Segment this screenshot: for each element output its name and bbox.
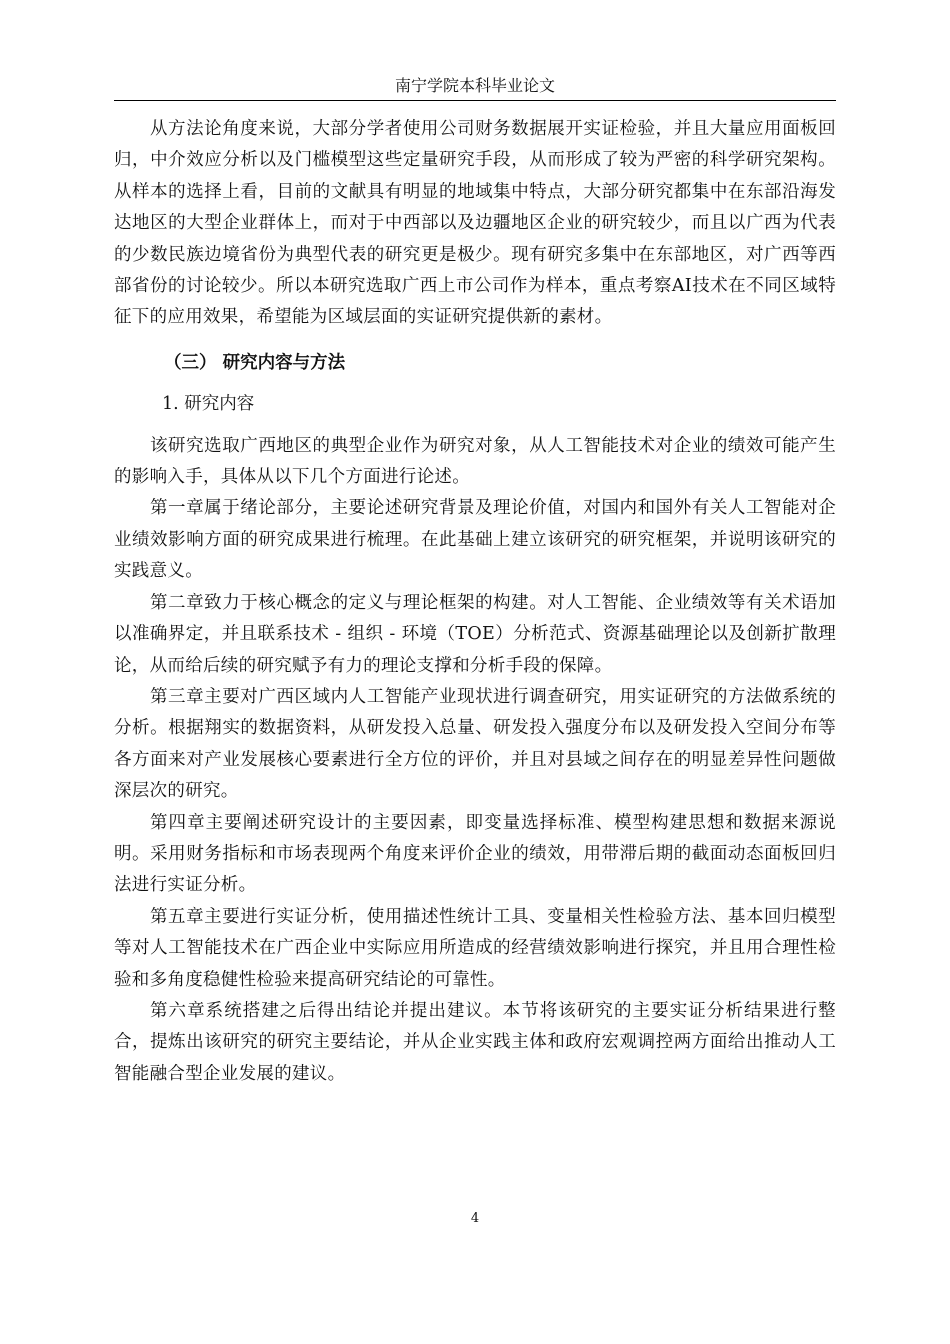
page-number: 4 [470,1211,480,1226]
paragraph-7: 第六章系统搭建之后得出结论并提出建议。本节将该研究的主要实证分析结果进行整合，提炼出该研究的研究主要结论，并从企业实践主体和政府宏观调控两方面给出推动人工智能融合型企业发展的建议。 [114,1000,836,1084]
page-header: 南宁学院本科毕业论文 [394,76,555,95]
document-body [114,114,836,1090]
paragraph-5: 第四章主要阐述研究设计的主要因素，即变量选择标准、模型构建思想和数据来源说明。采用财务指标和市场表现两个角度来评价企业的绩效，用带滞后期的截面动态面板回归法进行实证分析。 [114,812,836,896]
paragraph-2: 第一章属于绪论部分，主要论述研究背景及理论价值，对国内和国外有关人工智能对企业绩效影响方面的研究成果进行梳理。在此基础上建立该研究的研究框架，并说明该研究的实践意义。 [114,498,836,582]
paragraph-3: 第二章致力于核心概念的定义与理论框架的构建。对人工智能、企业绩效等有关术语加以准确界定，并且联系技术 - 组织 - 环境（TOE）分析范式、资源基础理论以及创新扩散理论，从而给后续的研究赋予有力的理论支撑和分析手段的保障。 [114,592,836,676]
subsection-heading: 1. 研究内容 [162,394,255,415]
paragraph-1: 该研究选取广西地区的典型企业作为研究对象，从人工智能技术对企业的绩效可能产生的影响入手，具体从以下几个方面进行论述。 [114,435,836,488]
intro-paragraph: 从方法论角度来说，大部分学者使用公司财务数据展开实证检验，并且大量应用面板回归，中介效应分析以及门槛模型这些定量研究手段，从而形成了较为严密的科学研究架构。从样本的选择上看，目前的文献具有明显的地域集中特点，大部分研究都集中在东部沿海发达地区的大型企业群体上，而对于中西部以及边疆地区企业的研究较少，而且以广西为代表的少数民族边境省份为典型代表的研究更是极少。现有研究多集中在东部地区，对广西等西部省份的讨论较少。所以本研究选取广西上市公司作为样本，重点考察AI技术在不同区域特征下的应用效果，希望能为区域层面的实证研究提供新的素材。 [114,119,836,328]
section-heading: （三） 研究内容与方法 [164,352,346,373]
header-divider [114,100,836,101]
paragraph-6: 第五章主要进行实证分析，使用描述性统计工具、变量相关性检验方法、基本回归模型等对人工智能技术在广西企业中实际应用所造成的经营绩效影响进行探究，并且用合理性检验和多角度稳健性检验来提高研究结论的可靠性。 [114,906,836,990]
paragraph-4: 第三章主要对广西区域内人工智能产业现状进行调查研究，用实证研究的方法做系统的分析。根据翔实的数据资料，从研发投入总量、研发投入强度分布以及研发投入空间分布等各方面来对产业发展核心要素进行全方位的评价，并且对县域之间存在的明显差异性问题做深层次的研究。 [114,686,836,802]
